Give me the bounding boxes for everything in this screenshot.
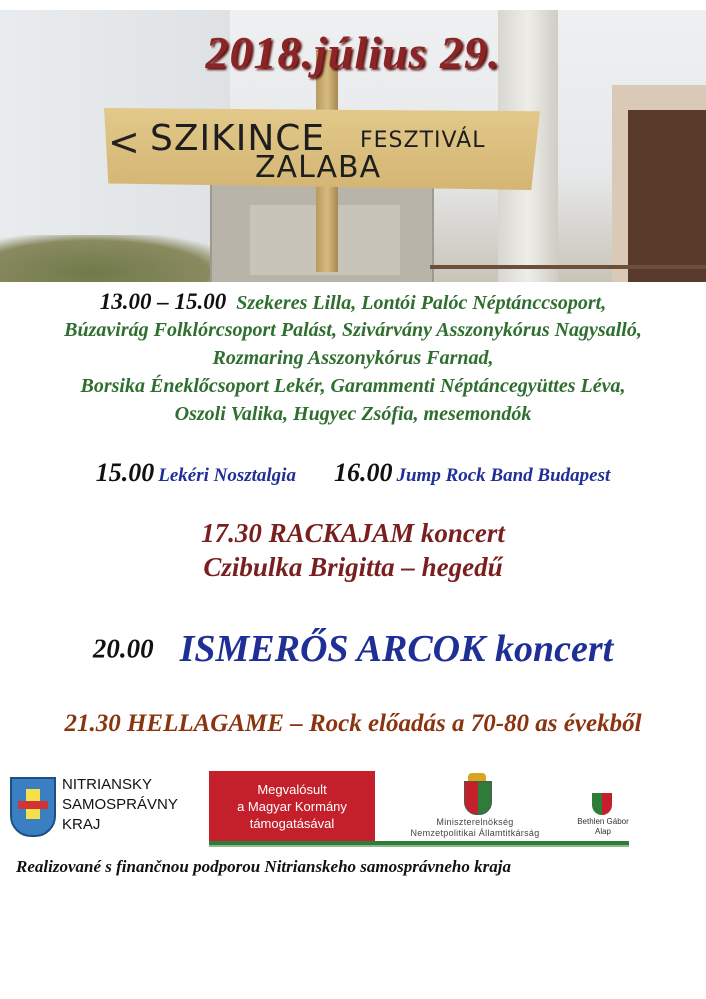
program-act-1500: Lekéri Nosztalgia xyxy=(158,465,296,486)
program-line-1730: 17.30 RACKAJAM koncert xyxy=(201,518,505,548)
crest-band xyxy=(18,801,48,809)
mk-line3: támogatásával xyxy=(249,816,335,831)
photo-railing xyxy=(430,265,706,269)
sign-arrow-icon: < xyxy=(108,120,140,164)
program-time-1600: 16.00 xyxy=(333,458,393,487)
program-block1-line4: Borsika Éneklőcsoport Lekér, Garammenti Néptáncegyüttes Léva, xyxy=(80,375,626,397)
program-line-1730b: Czibulka Brigitta – hegedű xyxy=(203,552,503,582)
nsk-line3: KRAJ xyxy=(62,816,101,833)
program-line-2000 xyxy=(0,627,706,671)
hungarian-coat-of-arms-icon xyxy=(464,781,492,815)
hungarian-crown-icon xyxy=(468,773,486,781)
green-divider-line-light xyxy=(209,845,629,847)
event-date: 2018.július 29. xyxy=(205,27,501,78)
bg-line2: Alap xyxy=(594,827,611,836)
bethlen-gabor-crest-icon xyxy=(592,793,612,815)
hungarian-government-badge-text xyxy=(209,781,375,832)
sign-text-szikince: SZIKINCE xyxy=(150,118,326,159)
program-block1-line1 xyxy=(0,289,706,315)
bg-line1: Bethlen Gábor xyxy=(577,817,629,826)
nsk-line1: NITRIANSKY xyxy=(62,776,153,793)
program-block1-text1: Szekeres Lilla, Lontói Palóc Néptánccsoport, xyxy=(236,292,607,314)
min-line1: Miniszterelnökség xyxy=(436,817,514,827)
photo-door xyxy=(628,110,706,282)
program-act-2000: ISMERŐS ARCOK koncert xyxy=(179,628,614,670)
program-line-2130: 21.30 HELLAGAME – Rock előadás a 70-80 as évekből xyxy=(64,710,642,737)
min-line2: Nemzetpolitikai Államtitkárság xyxy=(410,828,540,838)
nsk-line2: SAMOSPRÁVNY xyxy=(62,796,178,813)
mk-line1: Megvalósult xyxy=(257,782,327,797)
sponsor-logos xyxy=(0,765,706,855)
program-act-1600: Jump Rock Band Budapest xyxy=(396,465,611,486)
program-line-1500-1600 xyxy=(0,458,706,488)
program-time-1500: 15.00 xyxy=(95,458,155,487)
program-block1-line2: Búzavirág Folklórcsoport Palást, Szivárvány Asszonykórus Nagysalló, xyxy=(64,319,642,341)
program-block1-line5: Oszoli Valika, Hugyec Zsófia, mesemondók xyxy=(174,403,532,425)
ministry-logo-text xyxy=(400,817,550,839)
program-time-1300: 13.00 – 15.00 xyxy=(99,289,227,314)
sign-text-zalaba: ZALABA xyxy=(255,150,382,185)
nitra-region-logo-text xyxy=(62,775,178,835)
program-block1-line3: Rozmaring Asszonykórus Farnad, xyxy=(212,347,494,369)
photo-greenery xyxy=(0,235,230,282)
nitra-region-crest-icon xyxy=(10,777,56,837)
funding-note: Realizované s finančnou podporou Nitrianskeho samosprávneho kraja xyxy=(16,857,511,876)
sign-text-fesztival: FESZTIVÁL xyxy=(360,128,486,153)
program-time-2000: 20.00 xyxy=(92,633,154,664)
bethlen-gabor-logo-text xyxy=(568,817,638,837)
mk-line2: a Magyar Kormány xyxy=(237,799,347,814)
